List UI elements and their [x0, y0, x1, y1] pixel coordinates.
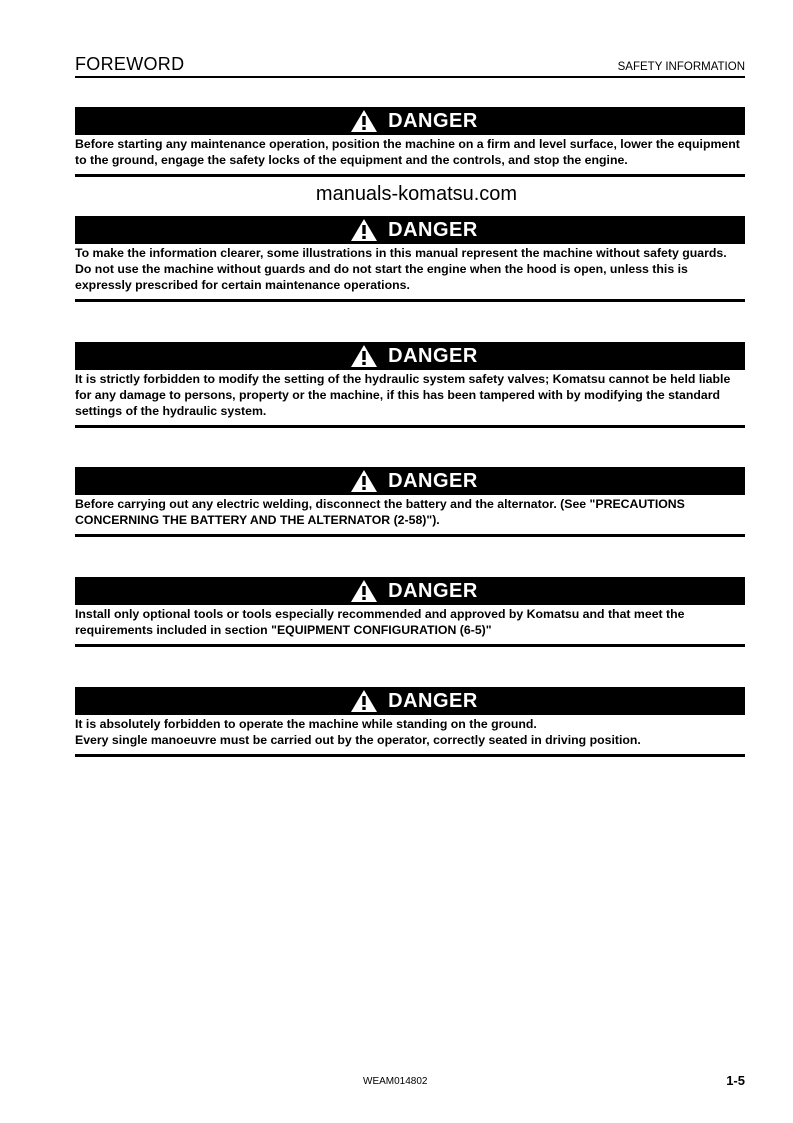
warning-triangle-icon	[350, 579, 378, 603]
danger-message	[75, 495, 745, 534]
danger-title: DANGER	[388, 219, 478, 241]
danger-block-2	[75, 216, 745, 302]
danger-title: DANGER	[388, 345, 478, 367]
danger-message	[75, 605, 745, 644]
danger-title: DANGER	[388, 690, 478, 712]
danger-message-line: It is strictly forbidden to modify the setting of the hydraulic system safety valves; Komatsu cannot be held liable for any damage to persons, property or the machine, if this has been tampered with by modifying the standard settings of the hydraulic system.	[75, 372, 731, 418]
danger-block-4	[75, 467, 745, 537]
warning-triangle-icon	[350, 689, 378, 713]
danger-header	[75, 216, 745, 244]
section-title: FOREWORD	[75, 54, 185, 74]
danger-message-line: Install only optional tools or tools especially recommended and approved by Komatsu and that meet the requirements included in section "EQUIPMENT CONFIGURATION (6-5)"	[75, 607, 685, 637]
warning-triangle-icon	[350, 218, 378, 242]
page-header	[75, 54, 745, 78]
danger-message-line: It is absolutely forbidden to operate the machine while standing on the ground.	[75, 717, 537, 731]
watermark-text: manuals-komatsu.com	[315, 183, 518, 205]
page-number: 1-5	[726, 1073, 745, 1088]
warning-triangle-icon	[350, 109, 378, 133]
danger-block-1	[75, 107, 745, 177]
danger-message	[75, 370, 745, 425]
warning-triangle-icon	[350, 469, 378, 493]
danger-header	[75, 107, 745, 135]
danger-block-3	[75, 342, 745, 428]
danger-header	[75, 467, 745, 495]
danger-message	[75, 715, 745, 754]
danger-message-line: Before carrying out any electric welding, disconnect the battery and the alternator. (See "PRECAUTIONS CONCERNING THE BATTERY AND THE ALTERNATOR (2-58)").	[75, 497, 685, 527]
danger-message-line: To make the information clearer, some illustrations in this manual represent the machine without safety guards. Do not use the machine without guards and do not start the engine when the hood is open, unless this is expressly prescribed for certain maintenance operations.	[75, 246, 727, 292]
danger-header	[75, 342, 745, 370]
danger-header	[75, 577, 745, 605]
danger-message-line: Every single manoeuvre must be carried out by the operator, correctly seated in driving position.	[75, 733, 641, 747]
warning-triangle-icon	[350, 344, 378, 368]
danger-title: DANGER	[388, 580, 478, 602]
chapter-title: SAFETY INFORMATION	[617, 61, 745, 73]
danger-block-6	[75, 687, 745, 757]
danger-message	[75, 244, 745, 299]
danger-title: DANGER	[388, 110, 478, 132]
danger-message-line: Before starting any maintenance operation, position the machine on a firm and level surface, lower the equipment to the ground, engage the safety locks of the equipment and the controls, and stop the engine.	[75, 137, 740, 167]
document-code: WEAM014802	[363, 1076, 428, 1087]
danger-message	[75, 135, 745, 174]
danger-block-5	[75, 577, 745, 647]
danger-title: DANGER	[388, 470, 478, 492]
danger-header	[75, 687, 745, 715]
